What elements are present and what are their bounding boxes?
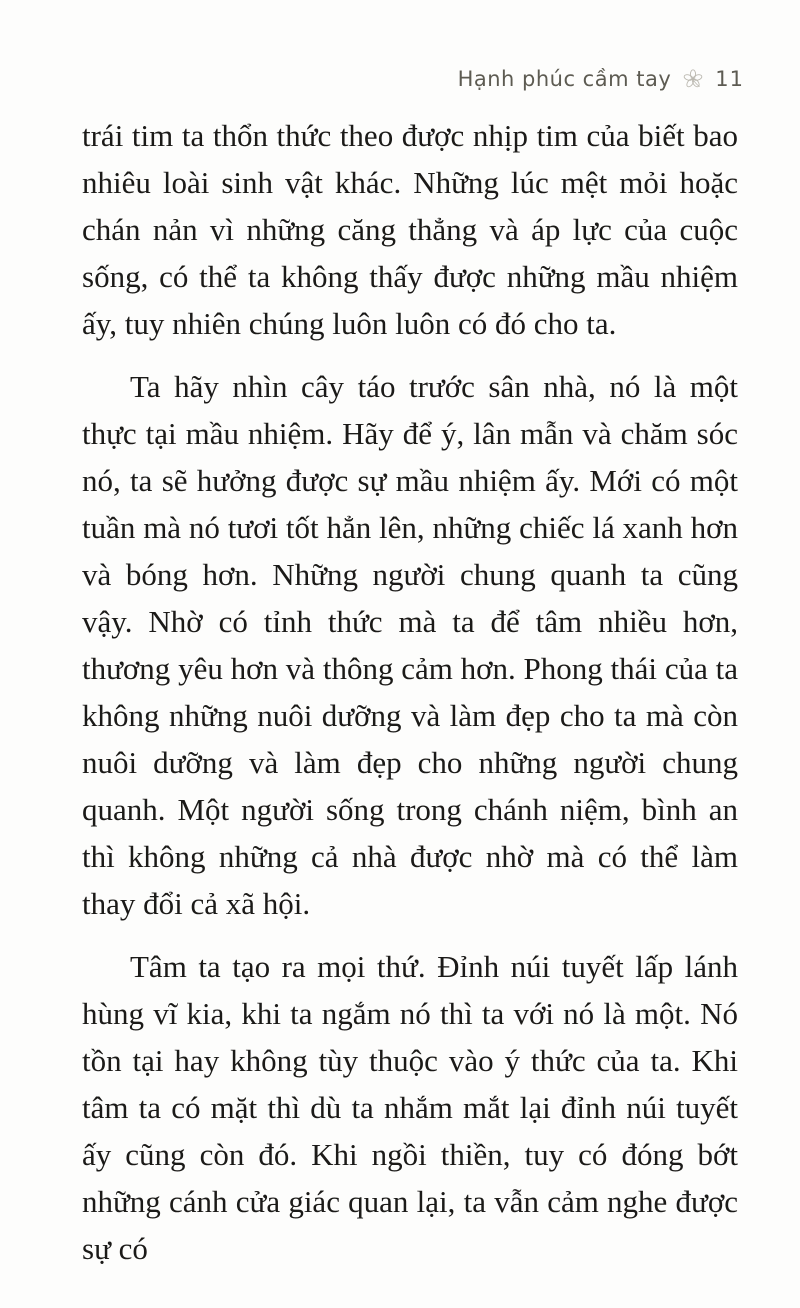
- flower-sketch-icon: [680, 66, 706, 92]
- running-title: Hạnh phúc cầm tay: [457, 67, 672, 91]
- paragraph: Ta hãy nhìn cây táo trước sân nhà, nó là một thực tại mầu nhiệm. Hãy để ý, lân mẫn và chăm sóc nó, ta sẽ hưởng được sự mầu nhiệm ấy. Mới có một tuần mà nó tươi tốt hẳn lên, những chiếc lá xanh hơn và bóng hơn. Những người chung quanh ta cũng vậy. Nhờ có tỉnh thức mà ta để tâm nhiều hơn, thương yêu hơn và thông cảm hơn. Phong thái của ta không những nuôi dưỡng và làm đẹp cho ta mà còn nuôi dưỡng và làm đẹp cho những người chung quanh. Một người sống trong chánh niệm, bình an thì không những cả nhà được nhờ mà có thể làm thay đổi cả xã hội.: [82, 369, 738, 921]
- paragraph: Tâm ta tạo ra mọi thứ. Đỉnh núi tuyết lấp lánh hùng vĩ kia, khi ta ngắm nó thì ta với nó là một. Nó tồn tại hay không tùy thuộc vào ý thức của ta. Khi tâm ta có mặt thì dù ta nhắm mắt lại đỉnh núi tuyết ấy cũng còn đó. Khi ngồi thiền, tuy có đóng bớt những cánh cửa giác quan lại, ta vẫn cảm nghe được sự có: [82, 949, 738, 1266]
- page-text-block: [82, 112, 738, 1272]
- paragraph: trái tim ta thổn thức theo được nhịp tim của biết bao nhiêu loài sinh vật khác. Những lúc mệt mỏi hoặc chán nản vì những căng thẳng và áp lực của cuộc sống, có thể ta không thấy được những mầu nhiệm ấy, tuy nhiên chúng luôn luôn có đó cho ta.: [82, 118, 738, 341]
- running-header: [458, 66, 744, 92]
- page-number: 11: [715, 67, 744, 91]
